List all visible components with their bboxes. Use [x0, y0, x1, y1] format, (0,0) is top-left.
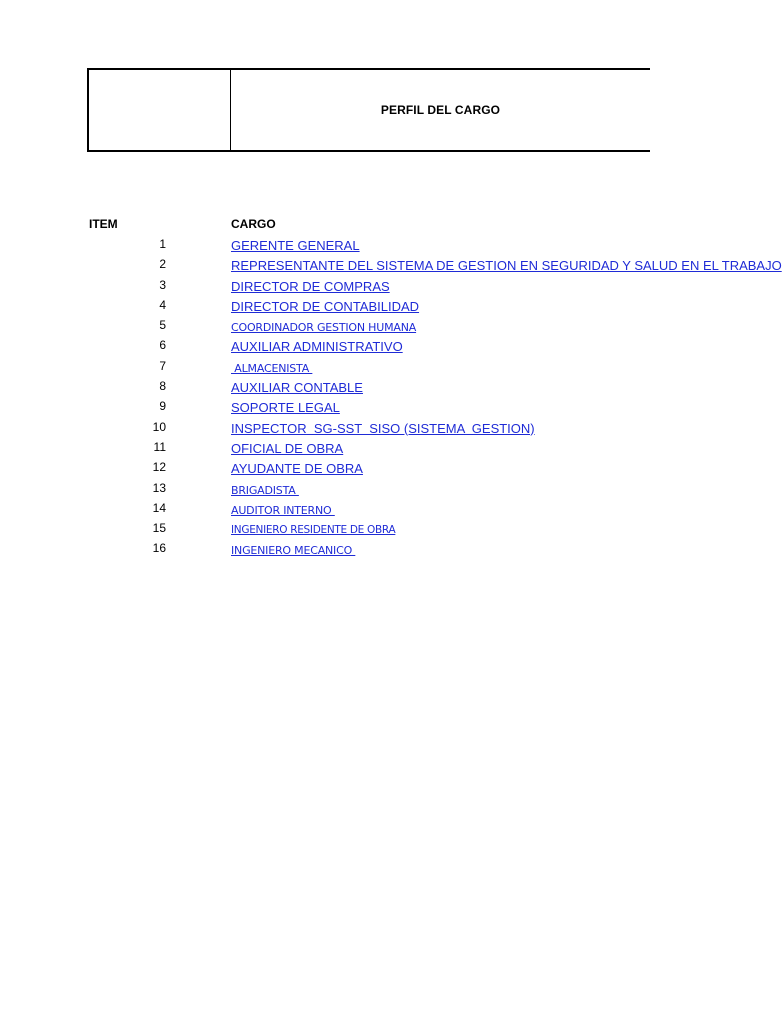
cargo-link[interactable]: AUXILIAR ADMINISTRATIVO: [231, 339, 403, 355]
list-item: [0, 419, 650, 439]
column-header-item: ITEM: [89, 217, 118, 231]
cargo-link[interactable]: DIRECTOR DE CONTABILIDAD: [231, 298, 420, 314]
item-number: 5: [159, 318, 166, 333]
list-item: [0, 358, 650, 378]
cargo-link[interactable]: AUDITOR INTERNO: [231, 503, 335, 517]
cargo-link[interactable]: DIRECTOR DE COMPRAS: [231, 278, 390, 294]
list-item: [0, 277, 650, 297]
item-number: 1: [159, 237, 166, 251]
item-number: 2: [159, 257, 166, 272]
list-item: [0, 520, 650, 540]
cargo-link[interactable]: SOPORTE LEGAL: [231, 400, 340, 416]
list-item: [0, 337, 650, 357]
cargo-link[interactable]: INGENIERO RESIDENTE DE OBRA: [231, 524, 396, 537]
item-number: 7: [159, 358, 166, 373]
item-number: 14: [152, 500, 166, 515]
item-number: 10: [152, 419, 166, 434]
page-title: PERFIL DEL CARGO: [380, 103, 501, 117]
cargo-link[interactable]: COORDINADOR GESTION HUMANA: [231, 321, 417, 335]
list-item: [0, 500, 650, 520]
list-item: [0, 480, 650, 500]
cargo-link[interactable]: INGENIERO MECANICO: [231, 544, 356, 558]
item-number: 4: [159, 297, 166, 312]
cargo-link[interactable]: ALMACENISTA: [231, 361, 313, 375]
list-item: [0, 398, 650, 418]
cargo-link[interactable]: REPRESENTANTE DEL SISTEMA DE GESTION EN SEGURIDAD Y SALUD EN EL TRABAJO: [231, 258, 782, 274]
list-item: [0, 236, 650, 256]
cargo-link[interactable]: OFICIAL DE OBRA: [231, 440, 344, 456]
list-item: [0, 317, 650, 337]
cargo-list: [0, 236, 782, 561]
cargo-link[interactable]: INSPECTOR SG-SST SISO (SISTEMA GESTION): [231, 420, 535, 436]
item-number: 8: [159, 379, 166, 394]
cargo-link[interactable]: AYUDANTE DE OBRA: [231, 461, 363, 477]
cargo-link[interactable]: AUXILIAR CONTABLE: [231, 380, 363, 396]
header-box: [87, 68, 650, 152]
list-item: [0, 459, 650, 479]
column-header-cargo: CARGO: [231, 217, 276, 231]
list-item: [0, 297, 650, 317]
item-number: 11: [153, 439, 166, 454]
item-number: 15: [152, 521, 166, 536]
item-number: 12: [152, 460, 166, 475]
item-number: 9: [159, 399, 166, 414]
item-number: 13: [152, 480, 166, 495]
list-item: [0, 378, 650, 398]
item-number: 16: [152, 541, 166, 556]
item-number: 3: [159, 277, 166, 292]
cargo-link[interactable]: BRIGADISTA: [231, 483, 299, 497]
item-number: 6: [159, 338, 166, 353]
list-item: [0, 439, 650, 459]
cargo-link[interactable]: GERENTE GENERAL: [231, 238, 360, 253]
list-item: [0, 540, 650, 560]
list-item: [0, 256, 782, 276]
